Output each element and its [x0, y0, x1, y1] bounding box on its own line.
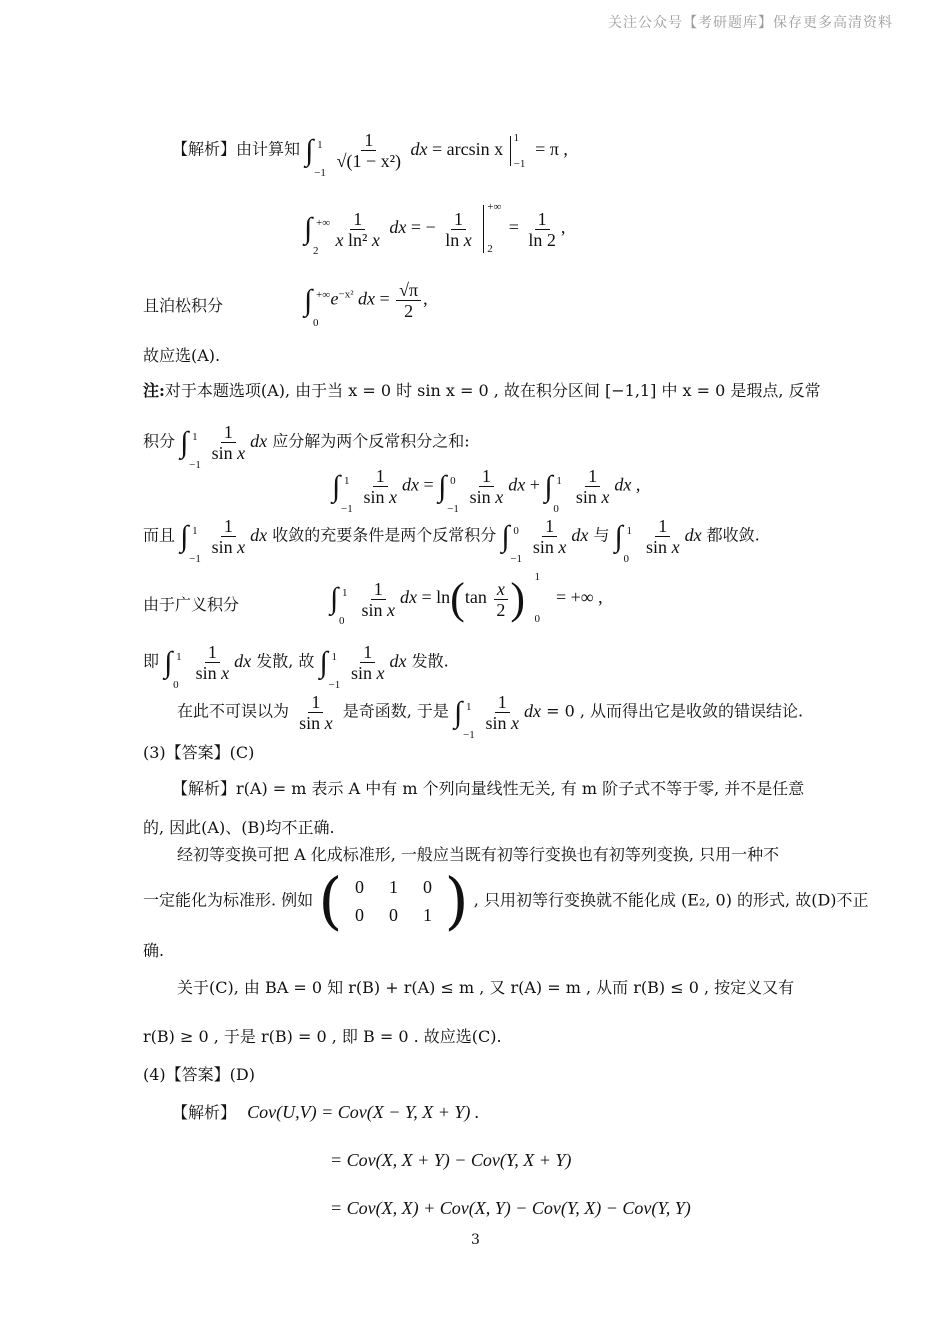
- ln-comma: ,: [560, 217, 566, 238]
- generalized-label: 由于广义积分: [143, 595, 240, 614]
- matrix-cell: 1: [422, 905, 432, 925]
- matrix-cell: 0: [422, 877, 432, 897]
- q4-l1: Cov(U,V) = Cov(X − Y, X + Y) .: [247, 1102, 480, 1122]
- conv-a: 而且: [143, 525, 176, 545]
- conv-c: 与: [593, 525, 610, 545]
- conv-d: 都收敛.: [706, 525, 760, 545]
- q3-line3: 经初等变换可把 A 化成标准形, 一般应当既有初等行变换也有初等列变换, 只用一种不: [177, 845, 780, 864]
- div-c: 发散.: [411, 651, 449, 671]
- example-matrix: [342, 873, 444, 929]
- matrix-cell: 0: [354, 905, 364, 925]
- q4-line2: = Cov(X, X + Y) − Cov(Y, X + Y): [330, 1150, 572, 1170]
- formula-ln: ∫ +∞ 2 $\frac{1}{\text{x ln² x}}$ dx = − $\frac{1}{\text{ln x}}$ +∞ 2 = $\frac{1}{\ln 2}$ ,: [304, 201, 566, 257]
- formula-poisson: ∫ +∞ 0 $e^{-x^2}$ dx = $\frac{√\pi}{2}$ ,: [304, 280, 428, 329]
- note-jifen: 积分: [143, 431, 176, 451]
- formula-decomposition: ∫ 1 −1 $\frac{1}{\text{sin x}}$ dx = ∫ 0 −1 $\frac{1}{\text{sin x}}$ dx + ∫ 1 0 $\frac{1}{\text{sin x}}$ dx ,: [332, 466, 641, 515]
- q3-line2: 的, 因此(A)、(B)均不正确.: [143, 818, 335, 837]
- poisson-comma: ,: [423, 288, 428, 309]
- q4-line3: = Cov(X, X) + Cov(X, Y) − Cov(Y, X) − Cov(Y, Y): [330, 1198, 691, 1218]
- odd-b: 是奇函数, 于是: [342, 701, 449, 721]
- watermark-header: 关注公众号【考研题库】保存更多高清资料: [608, 15, 893, 31]
- odd-a: 在此不可误以为: [177, 701, 290, 721]
- q3-answer: (3)【答案】(C): [143, 743, 255, 762]
- matrix-cell: 1: [388, 877, 398, 897]
- page-number: 3: [471, 1232, 480, 1248]
- q4-label: 【解析】: [172, 1103, 237, 1122]
- matrix-cell: 0: [354, 877, 364, 897]
- matrix-cell: 0: [388, 905, 398, 925]
- formula-ln-tan: ∫ 1 0 $\frac{1}{\text{sin x}}$ dx = ln(tan $\frac{x}{2}$ ) 1 0 = +∞ ,: [330, 571, 603, 627]
- note-text: 对于本题选项(A), 由于当 x = 0 时 sin x = 0 , 故在积分区间 [−1,1] 中 x = 0 是瑕点, 反常: [164, 381, 821, 400]
- conv-b: 收敛的充要条件是两个反常积分: [272, 525, 497, 545]
- poisson-label: 且泊松积分: [143, 296, 224, 315]
- q4-line1: [172, 1100, 479, 1123]
- gen-rhs: = +∞ ,: [555, 587, 603, 608]
- q3-l4b: , 只用初等行变换就不能化成 (E₂, 0) 的形式, 故(D)不正: [473, 890, 869, 910]
- q3-line4: 一定能化为标准形. 例如 ( 0 1 0 0 0 1 ) , 只用初等行变换就不能化成 (E₂, 0) 的形式, 故(D)不正: [143, 864, 869, 937]
- div-b: 发散, 故: [256, 651, 315, 671]
- note-label: 注:: [143, 381, 165, 400]
- arcsin-result: = π ,: [535, 138, 568, 159]
- analysis-lead: 【解析】由计算知: [172, 139, 301, 159]
- note-line2: 积分 ∫ 1 −1 $\frac{1}{\text{sin x}}$ dx 应分解为两个反常积分之和:: [143, 422, 470, 471]
- note-decompose: 应分解为两个反常积分之和:: [272, 431, 470, 451]
- note-line1: [143, 378, 821, 401]
- div-a: 即: [143, 651, 160, 671]
- odd-line: 在此不可误以为 $\frac{1}{\text{sin x}}$ 是奇函数, 于是 ∫ 1 −1 $\frac{1}{\text{sin x}}$ dx = 0 , 从而得出它是收敛的错误结论.: [177, 692, 804, 741]
- arcsin-text: = arcsin x: [432, 138, 504, 159]
- q3-line6: 关于(C), 由 BA = 0 知 r(B) + r(A) ≤ m , 又 r(A) = m , 从而 r(B) ≤ 0 , 按定义又有: [177, 978, 795, 997]
- q3-line5: 确.: [143, 941, 165, 960]
- choose-a: 故应选(A).: [143, 346, 221, 365]
- q3-line7: r(B) ≥ 0 , 于是 r(B) = 0 , 即 B = 0 . 故应选(C).: [143, 1027, 502, 1046]
- formula-arcsin: 【解析】由计算知 ∫ 1 −1 $\frac{1}{\text{√(1 − x²)}}$ dx = arcsin x 1 −1 = π ,: [172, 130, 568, 179]
- convergence-line: 而且 ∫ 1 −1 $\frac{1}{\text{sin x}}$ dx 收敛的充要条件是两个反常积分 ∫ 0 −1 $\frac{1}{\text{sin x}}$ dx 与 ∫ 1 0 $\frac{1}{\text{sin x}}$ dx 都收敛.: [143, 516, 760, 565]
- divergence-line: 即 ∫ 1 0 $\frac{1}{\text{sin x}}$ dx 发散, 故 ∫ 1 −1 $\frac{1}{\text{sin x}}$ dx 发散.: [143, 642, 449, 691]
- ln-equals: =: [508, 217, 519, 238]
- q4-answer: (4)【答案】(D): [143, 1065, 255, 1084]
- ln-minus: = −: [410, 217, 436, 238]
- q3-l4a: 一定能化为标准形. 例如: [143, 890, 314, 910]
- q3-line1: 【解析】r(A) = m 表示 A 中有 m 个列向量线性无关, 有 m 阶子式不等于零, 并不是任意: [172, 779, 805, 798]
- odd-c: = 0 , 从而得出它是收敛的错误结论.: [546, 701, 804, 721]
